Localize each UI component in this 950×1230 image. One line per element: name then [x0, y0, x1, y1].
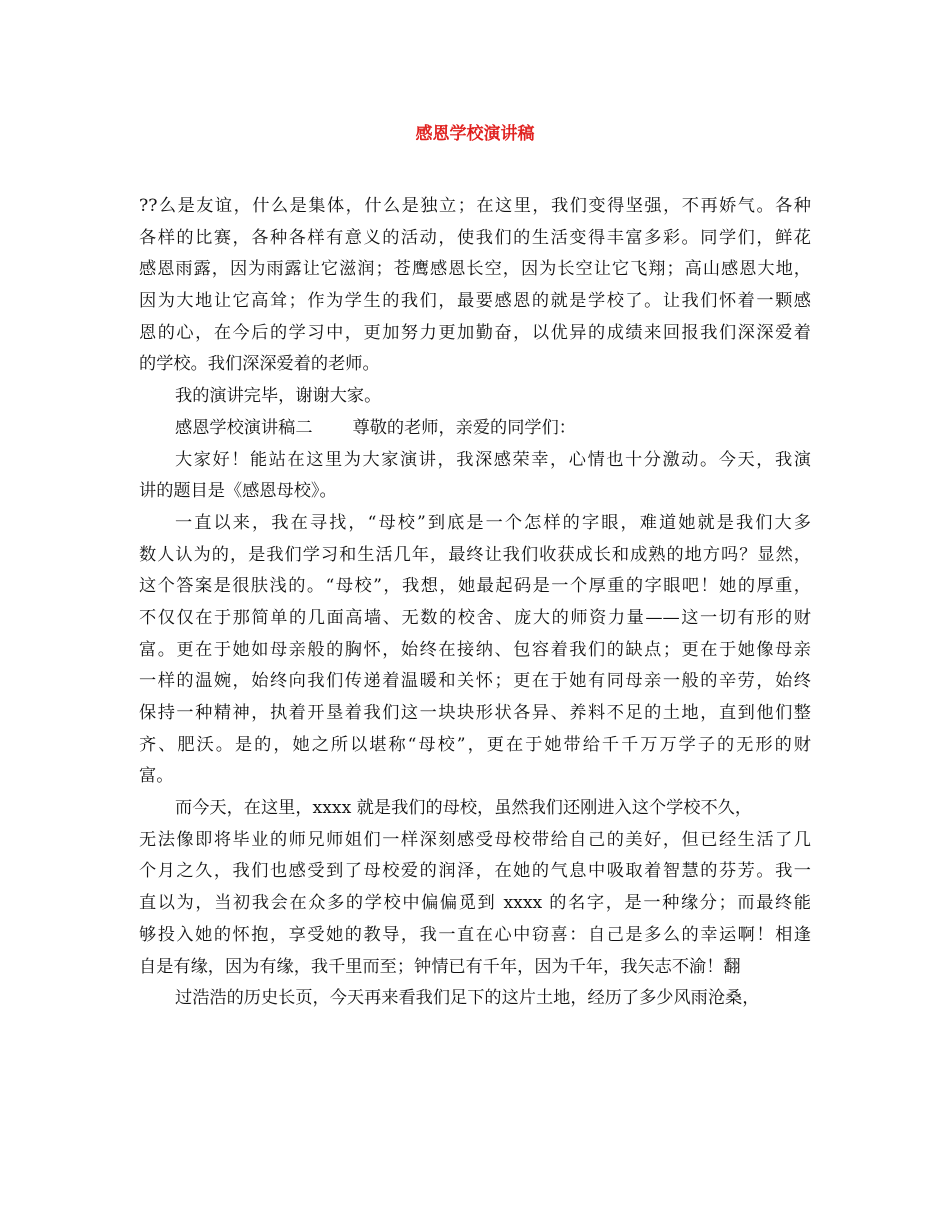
- text-line: 这个答案是很肤浅的。“母校”，我想，她最起码是一个厚重的字眼吧！她的厚重，: [139, 576, 811, 597]
- text-line: 讲的题目是《感恩母校》。: [139, 481, 337, 502]
- section-heading: 感恩学校演讲稿二: [175, 417, 313, 438]
- text-line: 保持一种精神，执着开垦着我们这一块块形状各异、养料不足的土地，直到他们整: [139, 703, 811, 723]
- text-line: 各样的比赛，各种各样有意义的活动，使我们的生活变得丰富多彩。同学们，鲜花: [139, 227, 811, 248]
- text-line: 因为大地让它高耸；作为学生的我们，最要感恩的就是学校了。让我们怀着一颗感: [139, 291, 811, 312]
- document-title: 感恩学校演讲稿: [415, 124, 535, 144]
- text-line: 个月之久，我们也感受到了母校爱的润泽，在她的气息中吸取着智慧的芬芳。我一: [139, 861, 811, 882]
- text-line: 大家好！能站在这里为大家演讲，我深感荣幸，心情也十分激动。今天，我演: [175, 449, 811, 470]
- text-line: 一样的温婉，始终向我们传递着温暖和关怀；更在于她有同母亲一般的辛劳，始终: [139, 671, 811, 692]
- text-line: 富。更在于她如母亲般的胸怀，始终在接纳、包容着我们的缺点；更在于她像母亲: [139, 639, 811, 660]
- text-line: 我的演讲完毕，谢谢大家。: [175, 386, 382, 407]
- text-line: 齐、肥沃。是的，她之所以堪称“母校”，更在于她带给千千万万学子的无形的财: [139, 734, 811, 755]
- document-body: [139, 191, 811, 1015]
- text-line: 而今天，在这里，xxxx 就是我们的母校，虽然我们还刚进入这个学校不久，: [175, 798, 753, 819]
- text-line: 直以为，当初我会在众多的学校中偏偏觅到 xxxx 的名字，是一种缘分；而最终能: [139, 893, 811, 914]
- text-line: 恩的心，在今后的学习中，更加努力更加勤奋，以优异的成绩来回报我们深深爱着: [139, 322, 811, 343]
- text-line: 一直以来，我在寻找，“母校”到底是一个怎样的字眼，难道她就是我们大多: [175, 512, 811, 533]
- text-line: 无法像即将毕业的师兄师姐们一样深刻感受母校带给自己的美好，但已经生活了几: [139, 829, 811, 850]
- text-line: 够投入她的怀抱，享受她的教导，我一直在心中窃喜：自己是多么的幸运啊！相逢: [139, 924, 811, 945]
- text-line: 数人认为的，是我们学习和生活几年，最终让我们收获成长和成熟的地方吗？显然，: [139, 544, 811, 565]
- text-line: [139, 413, 811, 445]
- text-line: 不仅仅在于那简单的几面高墙、无数的校舍、庞大的师资力量——这一切有形的财: [139, 607, 811, 628]
- salutation: 尊敬的老师，亲爱的同学们：: [352, 417, 576, 438]
- text-line: 的学校。我们深深爱着的老师。: [139, 354, 380, 375]
- text-line: 过浩浩的历史长页，今天再来看我们足下的这片土地，经历了多少风雨沧桑，: [175, 988, 760, 1009]
- text-line: 自是有缘，因为有缘，我千里而至；钟情已有千年，因为千年，我矢志不渝！翻: [139, 956, 741, 977]
- text-line: 富。: [139, 766, 174, 787]
- text-line: 感恩雨露，因为雨露让它滋润；苍鹰感恩长空，因为长空让它飞翔；高山感恩大地，: [139, 259, 811, 280]
- text-line: ??么是友谊，什么是集体，什么是独立；在这里，我们变得坚强，不再娇气。各种: [139, 196, 811, 216]
